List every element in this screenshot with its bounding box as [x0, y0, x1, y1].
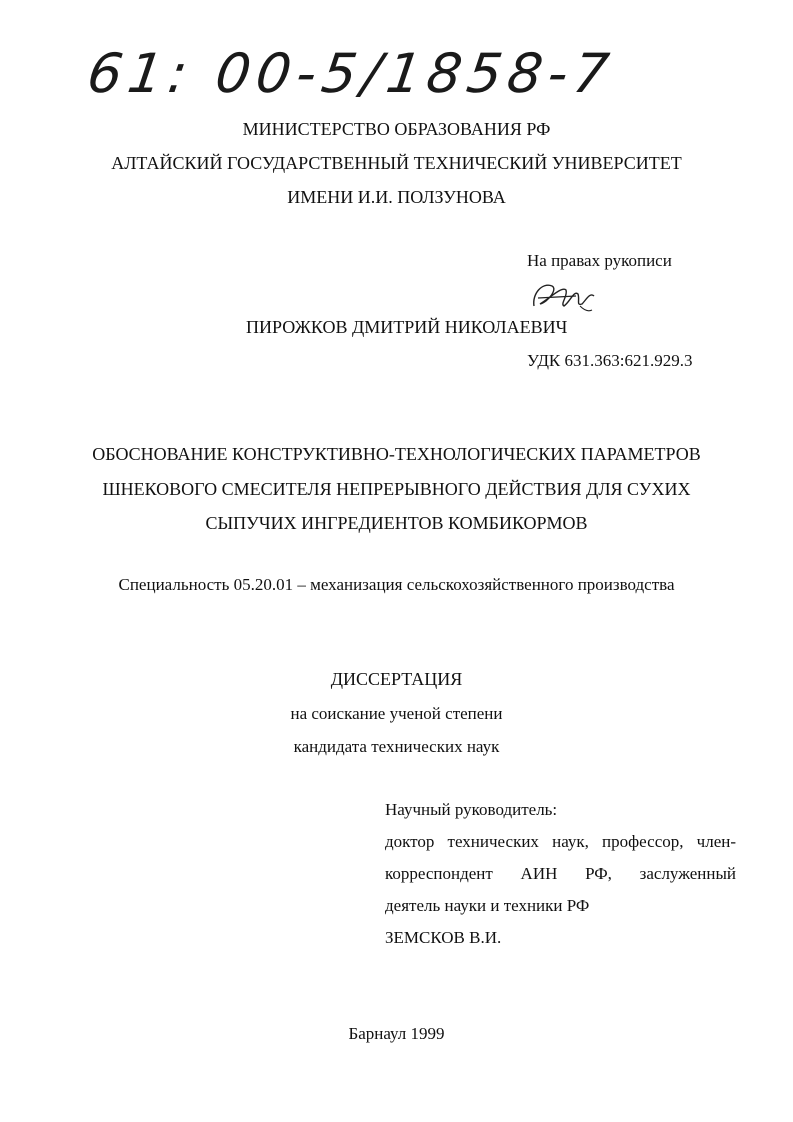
- degree-line-2: кандидата технических наук: [293, 737, 500, 756]
- udc-code: УДК 631.363:621.929.3: [527, 351, 693, 370]
- handwritten-catalog-number: 61: 00-5/1858-7: [83, 42, 619, 105]
- place-year: Барнаул 1999: [348, 1024, 445, 1043]
- supervisor-line-2: корреспондент АИН РФ, заслуженный: [385, 864, 736, 883]
- dissertation-label: ДИССЕРТАЦИЯ: [330, 669, 463, 689]
- supervisor-line-3: деятель науки и техники РФ: [385, 896, 590, 915]
- university-line: АЛТАЙСКИЙ ГОСУДАРСТВЕННЫЙ ТЕХНИЧЕСКИЙ УНИВЕРСИТЕТ: [111, 153, 682, 173]
- degree-line-1: на соискание ученой степени: [290, 704, 503, 723]
- author-name: ПИРОЖКОВ ДМИТРИЙ НИКОЛАЕВИЧ: [246, 317, 568, 337]
- supervisor-heading: Научный руководитель:: [385, 800, 558, 819]
- title-line-3: СЫПУЧИХ ИНГРЕДИЕНТОВ КОМБИКОРМОВ: [205, 513, 588, 533]
- rights-note: На правах рукописи: [527, 251, 672, 270]
- named-after-line: ИМЕНИ И.И. ПОЛЗУНОВА: [287, 187, 506, 207]
- signature-mark: [528, 276, 598, 318]
- supervisor-line-1: доктор технических наук, профессор, член-: [385, 832, 736, 851]
- supervisor-name: ЗЕМСКОВ В.И.: [385, 928, 502, 947]
- title-line-2: ШНЕКОВОГО СМЕСИТЕЛЯ НЕПРЕРЫВНОГО ДЕЙСТВИЯ ДЛЯ СУХИХ: [102, 479, 691, 499]
- title-line-1: ОБОСНОВАНИЕ КОНСТРУКТИВНО-ТЕХНОЛОГИЧЕСКИХ ПАРАМЕТРОВ: [92, 444, 701, 464]
- specialty-line: Специальность 05.20.01 – механизация сельскохозяйственного производства: [118, 575, 675, 594]
- ministry-line: МИНИСТЕРСТВО ОБРАЗОВАНИЯ РФ: [242, 119, 551, 139]
